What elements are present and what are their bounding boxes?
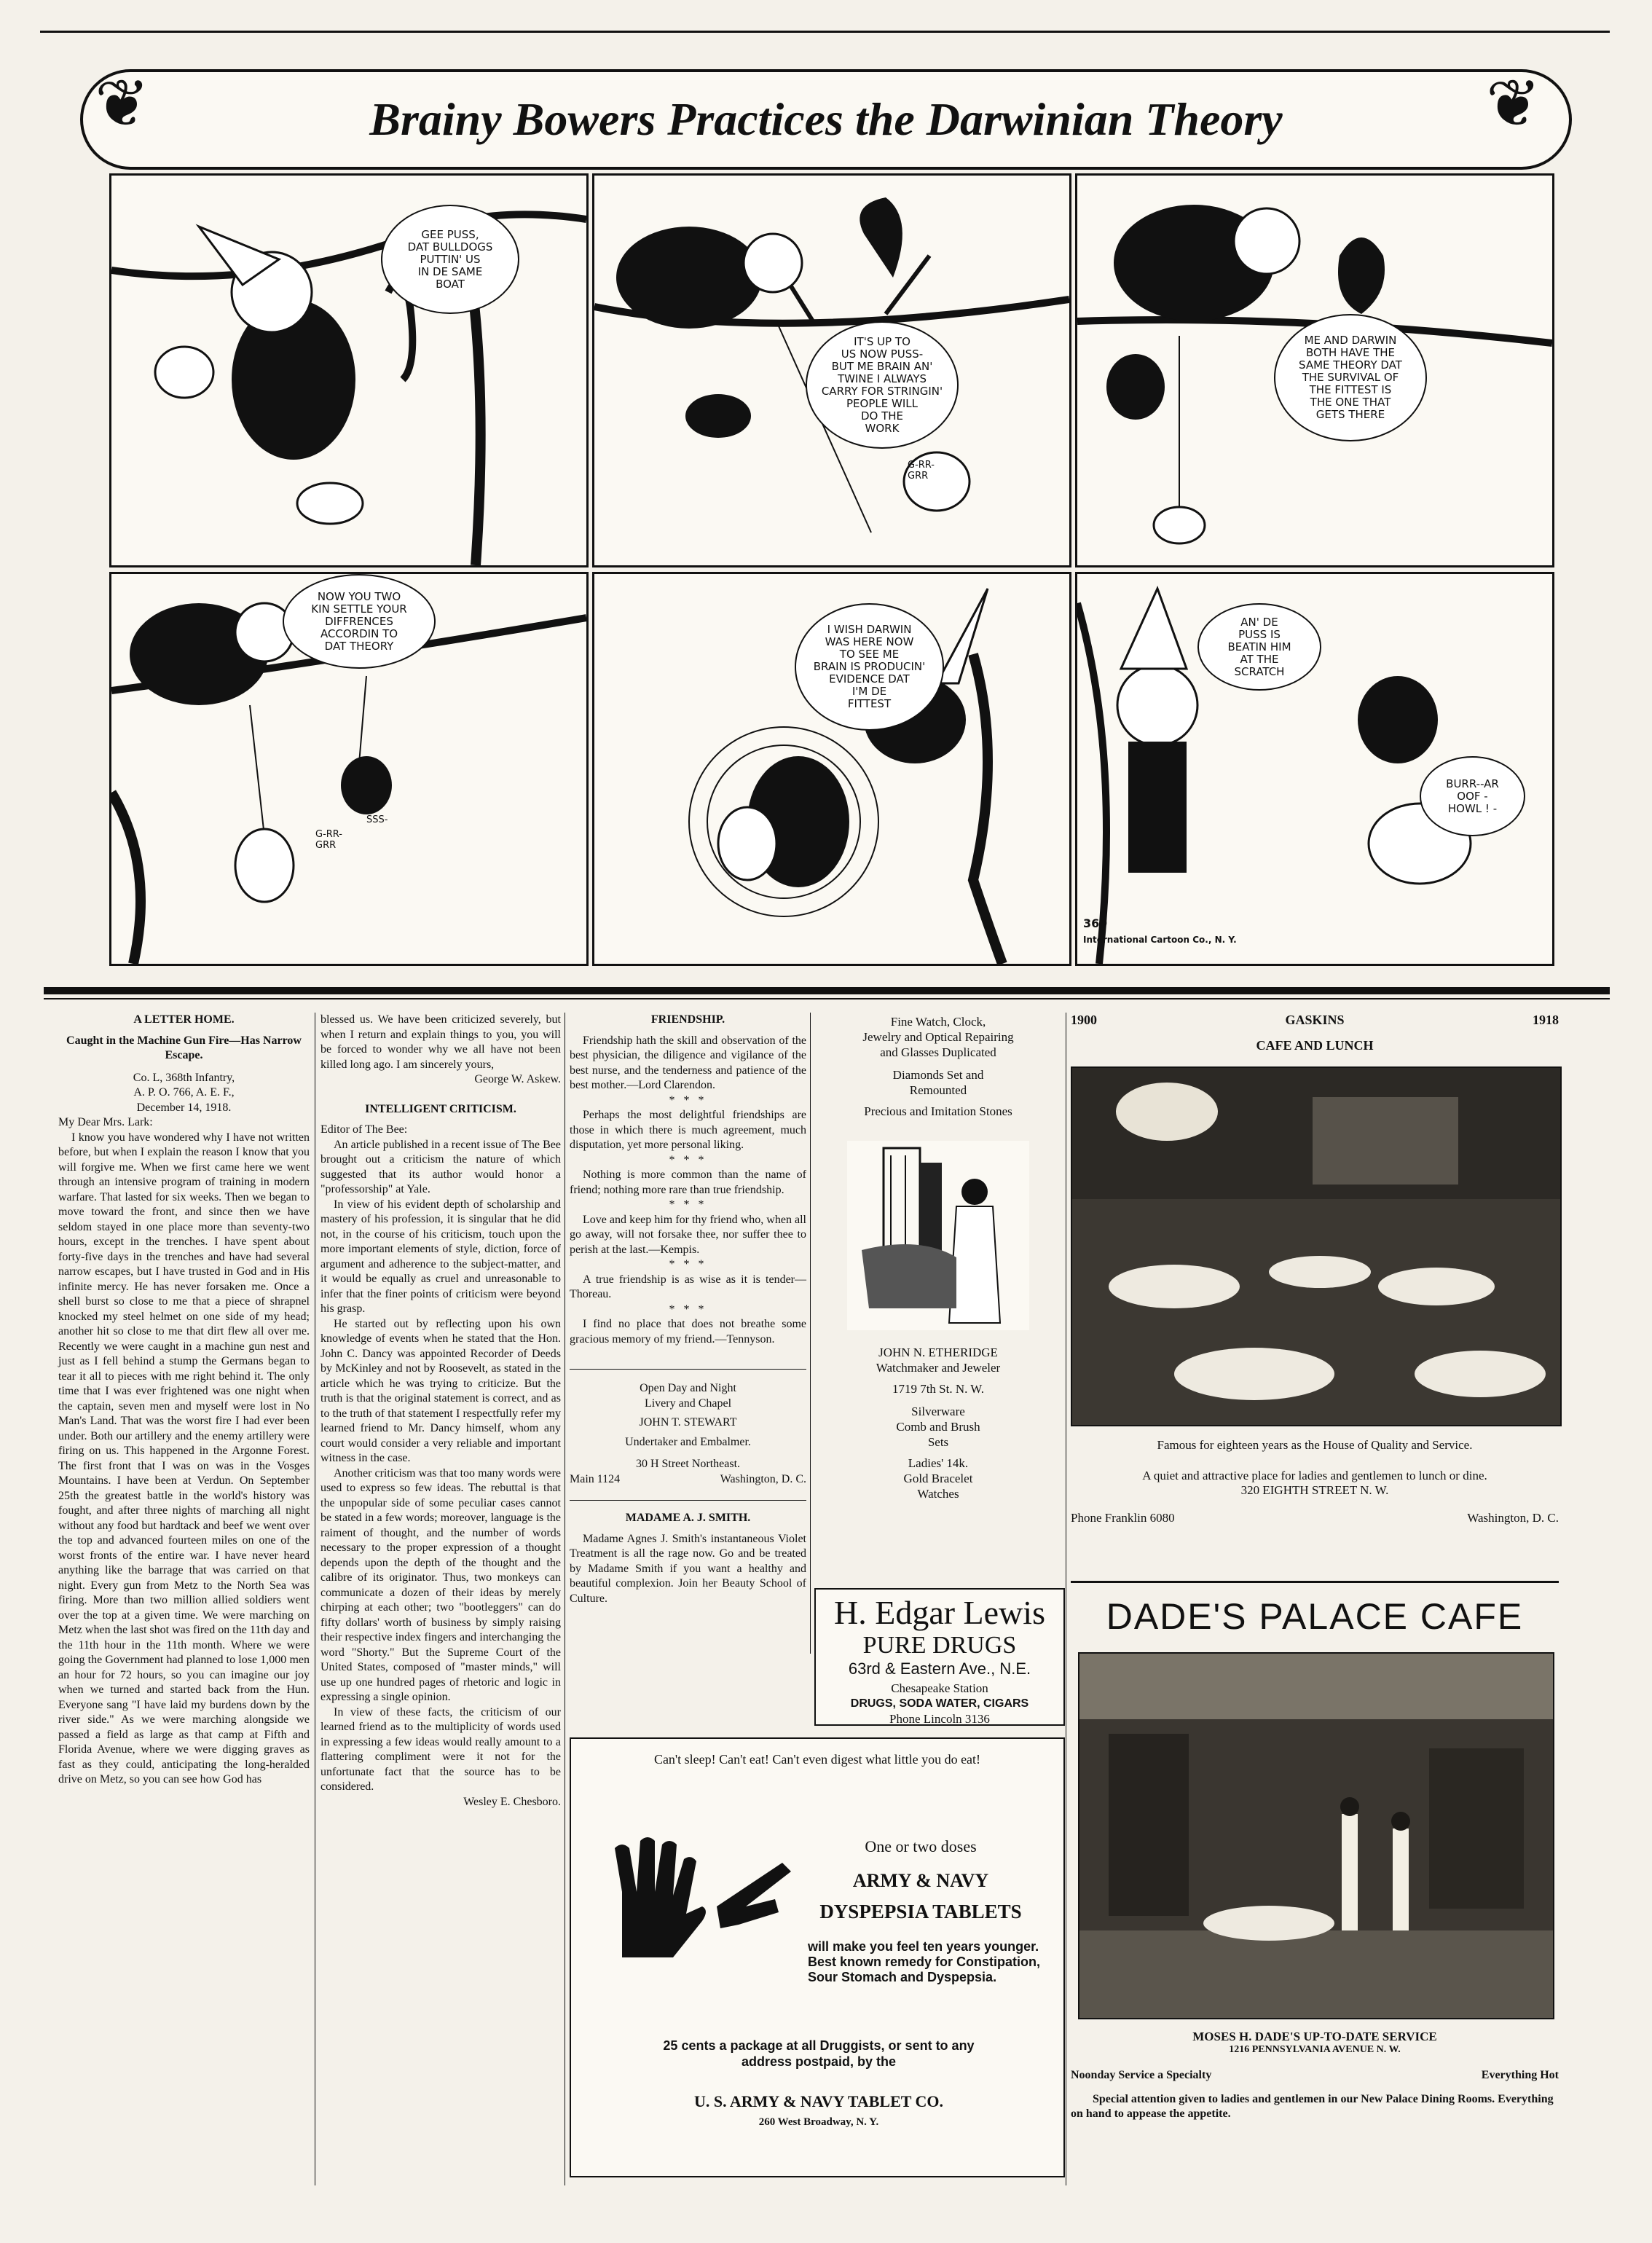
- stewart-city: Washington, D. C.: [720, 1472, 806, 1485]
- dyspepsia-company: U. S. ARMY & NAVY TABLET CO.: [693, 2092, 944, 2110]
- friendship-divider-2: * * *: [669, 1153, 707, 1166]
- gaskins-address: 320 EIGHTH STREET N. W.: [1240, 1483, 1389, 1497]
- stewart-line-2: Livery and Chapel: [644, 1397, 732, 1410]
- stewart-ad: [570, 1369, 806, 1487]
- stewart-contact-row: [570, 1472, 806, 1488]
- dyspepsia-name-2: DYSPEPSIA TABLETS: [819, 1901, 1022, 1922]
- etheridge-item-6: Watches: [917, 1487, 959, 1501]
- letter-address-2: A. P. O. 766, A. E. F.,: [133, 1086, 235, 1099]
- friendship-quote-6: I find no place that does not breathe some gracious memory of my friend.—Tennyson.: [570, 1318, 806, 1346]
- etheridge-item-2: Comb and Brush: [896, 1420, 980, 1434]
- friendship-column: [570, 1013, 806, 1668]
- gaskins-phone: Phone Franklin 6080: [1071, 1511, 1175, 1525]
- panel-1-speech-bubble: GEE PUSS, DAT BULLDOGS PUTTIN' US IN DE SAME BOAT: [381, 205, 519, 314]
- criticism-salutation: Editor of The Bee:: [320, 1123, 408, 1136]
- friendship-headline: FRIENDSHIP.: [650, 1013, 725, 1026]
- stewart-name: JOHN T. STEWART: [639, 1416, 737, 1429]
- etheridge-line-4: Diamonds Set and: [892, 1068, 984, 1082]
- panel-6-speech-bubble-2: BURR--AR OOF - HOWL ! -: [1420, 756, 1525, 836]
- hand-icon: [600, 1826, 797, 1972]
- comic-panel-1: [109, 173, 589, 567]
- gaskins-dade-divider: [1071, 1581, 1559, 1583]
- panel-4-sound-effect: G-RR- GRR: [315, 829, 342, 851]
- criticism-headline: INTELLIGENT CRITICISM.: [365, 1102, 516, 1115]
- letter-headline: A LETTER HOME.: [133, 1013, 235, 1026]
- watchmaker-illustration: [847, 1141, 1029, 1330]
- right-flourish-icon: ❦: [1486, 68, 1541, 141]
- panel-5-speech-bubble: I WISH DARWIN WAS HERE NOW TO SEE ME BRAIN IS PRODUCIN' EVIDENCE DAT I'M DE FITTEST: [795, 603, 944, 731]
- criticism-paragraph-2: In view of his evident depth of scholarship and mastery of his profession, it is singular that he did not, in the course of his criticism, touch upon the more important elements of style, diction, force of argument and adherence to the subject-matter, and it would be equally as cruel and unreasonable to infer that the finer points of criticism were beyond his grasp.: [320, 1198, 561, 1315]
- friendship-quote-2: Perhaps the most delightful friendships are those in which there is much agreement, much disputation, yet more personal liking.: [570, 1109, 806, 1151]
- comic-title: Brainy Bowers Practices the Darwinian Theory: [369, 93, 1283, 145]
- gaskins-name: GASKINS: [1285, 1013, 1345, 1027]
- etheridge-line-1: Fine Watch, Clock,: [890, 1015, 986, 1029]
- gaskins-interior-photo: [1071, 1066, 1562, 1426]
- panel-4-speech-bubble: NOW YOU TWO KIN SETTLE YOUR DIFFRENCES ACCORDIN TO DAT THEORY: [283, 574, 436, 669]
- friendship-quote-5: A true friendship is as wise as it is tender—Thoreau.: [570, 1273, 806, 1300]
- panel-6-plate-number: 369: [1083, 916, 1108, 930]
- gaskins-year-right: 1918: [1533, 1013, 1559, 1027]
- dyspepsia-top: Can't sleep! Can't eat! Can't even digest what little you do eat!: [653, 1752, 981, 1767]
- gaskins-city: Washington, D. C.: [1467, 1511, 1559, 1525]
- etheridge-address: 1719 7th St. N. W.: [892, 1382, 985, 1396]
- panel-3-speech-bubble: ME AND DARWIN BOTH HAVE THE SAME THEORY DAT THE SURVIVAL OF THE FITTEST IS THE ONE THAT GETS THERE: [1274, 314, 1427, 441]
- dade-right: Everything Hot: [1481, 2069, 1559, 2081]
- gaskins-ad: [1071, 1013, 1559, 1581]
- criticism-paragraph-1: An article published in a recent issue of The Bee brought out a criticism the nature of which suggested that its author would honor a "professorship" at Yale.: [320, 1138, 561, 1195]
- etheridge-line-6: Precious and Imitation Stones: [864, 1104, 1012, 1118]
- section-divider-thin: [44, 998, 1610, 999]
- letter-salutation: My Dear Mrs. Lark:: [58, 1116, 153, 1128]
- criticism-paragraph-4: Another criticism was that too many words were used to express so few ideas. The rebuttal is that the unpopular side of some peculiar cases cannot be stated in a few words; moreover, language is the raiment of thought, and the number of words necessary to the proper expression of a thought depends upon the depth of the thought and the calibre of its originator. Thus, two monkeys can communicate a dozen of their ideas by merely chirping at each other; two "bootleggers" can do fifty dollars' worth of business by simply raising their respective index fingers and interchanging the word "Shorty." But the Supreme Court of the United States, composed of "master minds," will use up one hundred pages of rhetoric and logic in expressing a single opinion.: [320, 1466, 561, 1703]
- etheridge-item-5: Gold Bracelet: [903, 1472, 973, 1485]
- dade-ad: [1071, 1595, 1559, 2185]
- smith-text: Madame Agnes J. Smith's instantaneous Violet Treatment is all the rage now. Go and be treated by Madame Smith if you want a healthy and beautiful complexion. Join her Beauty School of Culture.: [570, 1532, 806, 1605]
- friendship-quote-3: Nothing is more common than the name of friend; nothing more rare than true friendship.: [570, 1168, 806, 1196]
- dyspepsia-price: 25 cents a package at all Druggists, or sent to any address postpaid, by the: [663, 2038, 975, 2069]
- criticism-paragraph-5: In view of these facts, the criticism of our learned friend as to the multiplicity of words used in expressing a few ideas would really amount to a flattering compliment were it not for the unfortunate fact that the source has to be considered.: [320, 1705, 561, 1793]
- left-flourish-icon: ❦: [95, 68, 150, 141]
- gaskins-line-2: A quiet and attractive place for ladies and gentlemen to lunch or dine.: [1142, 1469, 1487, 1482]
- dyspepsia-address: 260 West Broadway, N. Y.: [758, 2116, 879, 2128]
- dade-name: DADE'S PALACE CAFE: [1106, 1596, 1524, 1637]
- etheridge-ad: [814, 1014, 1062, 1575]
- criticism-paragraph-3: He started out by reflecting upon his own knowledge of events when he stated that the Hon. John C. Dancy was appointed Recorder of Deeds by McKinley and not by Roosevelt, as stated in the article which he was trying to criticize. But the truth is that the original statement is correct, and as to the truth of that statement I respectfully refer my learned friend to Mr. Dancy himself, whom any court would consider a very reliable and important witness in the case.: [320, 1317, 561, 1464]
- comic-panel-5: [592, 572, 1071, 966]
- friendship-quote-1: Friendship hath the skill and observation of the best physician, the diligence and vigilance of the best nurse, and the tenderness and patience of the best mother.—Lord Clarendon.: [570, 1034, 806, 1091]
- letter-body: I know you have wondered why I have not written before, but when I explain the reason I know that you will forgive me. When we first came here we went through an intensive program of training in modern warfare. That lasted for six weeks. Then we began to move toward the front, and since then we have seldom stayed in one place more than seventy-two hours, except in the trenches. I have spent about forty-five days in the trenches and have had several narrow escapes, but I have trusted in God and in His infinite mercy. He has never forsaken me. Once a shell burst so close to me that a piece of shrapnel knocked my steel helmet on one side of my head; another hit so close to me that dirt flew all over me. Recently we were caught in a machine gun nest and just as I fell behind a stump the Germans began to tear it all to pieces with me right behind it. The only time that I was ever frightened was one night when the captain, seven men and myself were lost in No Man's Land. That was the worst fire I had ever been under. Both our artillery and the enemy artillery were firing on us. This happened in the Argonne Forest. The first front that I was on was in the Vosges Mountains. I have been at Verdun. On September 25th the greatest battle in the world's history was fought, and after three nights of marching all night without any food but hardtack and beef we went over the top and advanced fourteen miles on one of the worst fronts of the entire war. I have never heard anything like the barrage that was carried on that night. Every gun from Metz to the North Sea was firing. More than two million allied soldiers went over the top at a given time. We were marching on Metz when the last shot was fired on the 11th day and the 11th hour in the 11th month. Where we were going the Government had planned to lose 1,000 men an hour for 72 hours, so you can imagine our joy when we turned and started back from the Hun. Everyone sang "I have laid my burdens down by the river side." As we were marching alongside we passed a field as large as that camp at Fifth and Florida Avenue, where we were digging graves as fast as they could, anticipating the long-heralded drive on Metz, so you can see how God has: [58, 1131, 310, 1786]
- gaskins-header-row: [1071, 1013, 1559, 1028]
- letter-address-3: December 14, 1918.: [136, 1101, 232, 1114]
- panel-6-speech-bubble: AN' DE PUSS IS BEATIN HIM AT THE SCRATCH: [1197, 603, 1321, 691]
- gaskins-year-left: 1900: [1071, 1013, 1097, 1027]
- panel-6-credit: International Cartoon Co., N. Y.: [1083, 935, 1237, 945]
- etheridge-line-2: Jewelry and Optical Repairing: [862, 1030, 1014, 1044]
- dade-address: 1216 PENNSYLVANIA AVENUE N. W.: [1229, 2044, 1401, 2055]
- letter-subhead: Caught in the Machine Gun Fire—Has Narrow Escape.: [66, 1034, 302, 1061]
- stewart-phone: Main 1124: [570, 1472, 621, 1485]
- lewis-name: H. Edgar Lewis: [834, 1594, 1045, 1631]
- section-divider: [44, 987, 1610, 994]
- panel-2-sound-effect: G-RR- GRR: [908, 460, 935, 482]
- comic-title-banner: [80, 69, 1572, 170]
- stewart-address: 30 H Street Northeast.: [635, 1458, 741, 1470]
- etheridge-line-3: and Glasses Duplicated: [880, 1045, 996, 1059]
- comic-panel-2: [592, 173, 1071, 567]
- dyspepsia-pitch: will make you feel ten years younger. Best known remedy for Constipation, Sour Stomach and Dyspepsia.: [808, 1939, 1041, 1984]
- dade-interior-photo: [1078, 1652, 1554, 2019]
- comic-panel-6: [1075, 572, 1554, 966]
- friendship-divider-4: * * *: [669, 1258, 707, 1270]
- friendship-quote-4: Love and keep him for thy friend who, when all go away, will not forsake thee, nor suffer thee to perish at the last.—Kempis.: [570, 1213, 806, 1256]
- dade-footer: Special attention given to ladies and gentlemen in our New Palace Dining Rooms. Everything on hand to appease the appetite.: [1071, 2093, 1554, 2120]
- gaskins-contact-row: [1071, 1511, 1559, 1525]
- friendship-divider-5: * * *: [669, 1303, 707, 1316]
- comic-strip: [0, 0, 1652, 976]
- stewart-line-1: Open Day and Night: [640, 1382, 736, 1394]
- criticism-signature: Wesley E. Chesboro.: [463, 1795, 561, 1808]
- gaskins-subtitle: CAFE AND LUNCH: [1256, 1038, 1374, 1053]
- friendship-divider-1: * * *: [669, 1093, 707, 1107]
- letter-signature: George W. Askew.: [474, 1073, 561, 1085]
- panel-2-speech-bubble: IT'S UP TO US NOW PUSS- BUT ME BRAIN AN' TWINE I ALWAYS CARRY FOR STRINGIN' PEOPLE WILL DO THE WORK: [806, 321, 959, 449]
- panel-1-drawing: [111, 176, 586, 565]
- dade-caption: MOSES H. DADE'S UP-TO-DATE SERVICE: [1192, 2030, 1437, 2043]
- etheridge-trade: Watchmaker and Jeweler: [876, 1361, 1001, 1375]
- letter-column-1: [58, 1013, 310, 2193]
- comic-panel-4: [109, 572, 589, 966]
- etheridge-item-3: Sets: [927, 1435, 949, 1449]
- dyspepsia-ad: [570, 1737, 1065, 2177]
- lewis-station: Chesapeake Station: [891, 1681, 988, 1695]
- lewis-ad: [814, 1588, 1065, 1726]
- etheridge-line-5: Remounted: [909, 1083, 967, 1097]
- dyspepsia-name-1: ARMY & NAVY: [852, 1870, 989, 1891]
- lewis-phone: Phone Lincoln 3136: [889, 1712, 990, 1726]
- lewis-tagline: PURE DRUGS: [862, 1632, 1017, 1659]
- smith-ad: [570, 1500, 806, 1606]
- criticism-column: [320, 1013, 561, 2193]
- etheridge-item-1: Silverware: [911, 1405, 965, 1418]
- etheridge-name: JOHN N. ETHERIDGE: [878, 1346, 998, 1359]
- dade-service-row: [1071, 2069, 1559, 2082]
- stewart-trade: Undertaker and Embalmer.: [625, 1435, 751, 1448]
- dyspepsia-line-1: One or two doses: [865, 1837, 977, 1855]
- smith-headline: MADAME A. J. SMITH.: [625, 1512, 751, 1524]
- lewis-address: 63rd & Eastern Ave., N.E.: [848, 1659, 1031, 1678]
- comic-panel-3: [1075, 173, 1554, 567]
- etheridge-item-4: Ladies' 14k.: [908, 1456, 969, 1470]
- gaskins-caption: Famous for eighteen years as the House of Quality and Service.: [1157, 1438, 1473, 1452]
- letter-body-continued: blessed us. We have been criticized severely, but when I return and explain things to you, you will be forced to wonder why we all have not been killed long ago. I am sincerely yours,: [320, 1013, 561, 1071]
- column-rule-3: [810, 1013, 811, 1654]
- friendship-divider-3: * * *: [669, 1198, 707, 1211]
- lewis-items: DRUGS, SODA WATER, CIGARS: [850, 1697, 1029, 1710]
- panel-4-sound-effect-2: SSS-: [366, 814, 388, 825]
- dade-left: Noonday Service a Specialty: [1071, 2069, 1212, 2081]
- letter-address-1: Co. L, 368th Infantry,: [133, 1071, 235, 1084]
